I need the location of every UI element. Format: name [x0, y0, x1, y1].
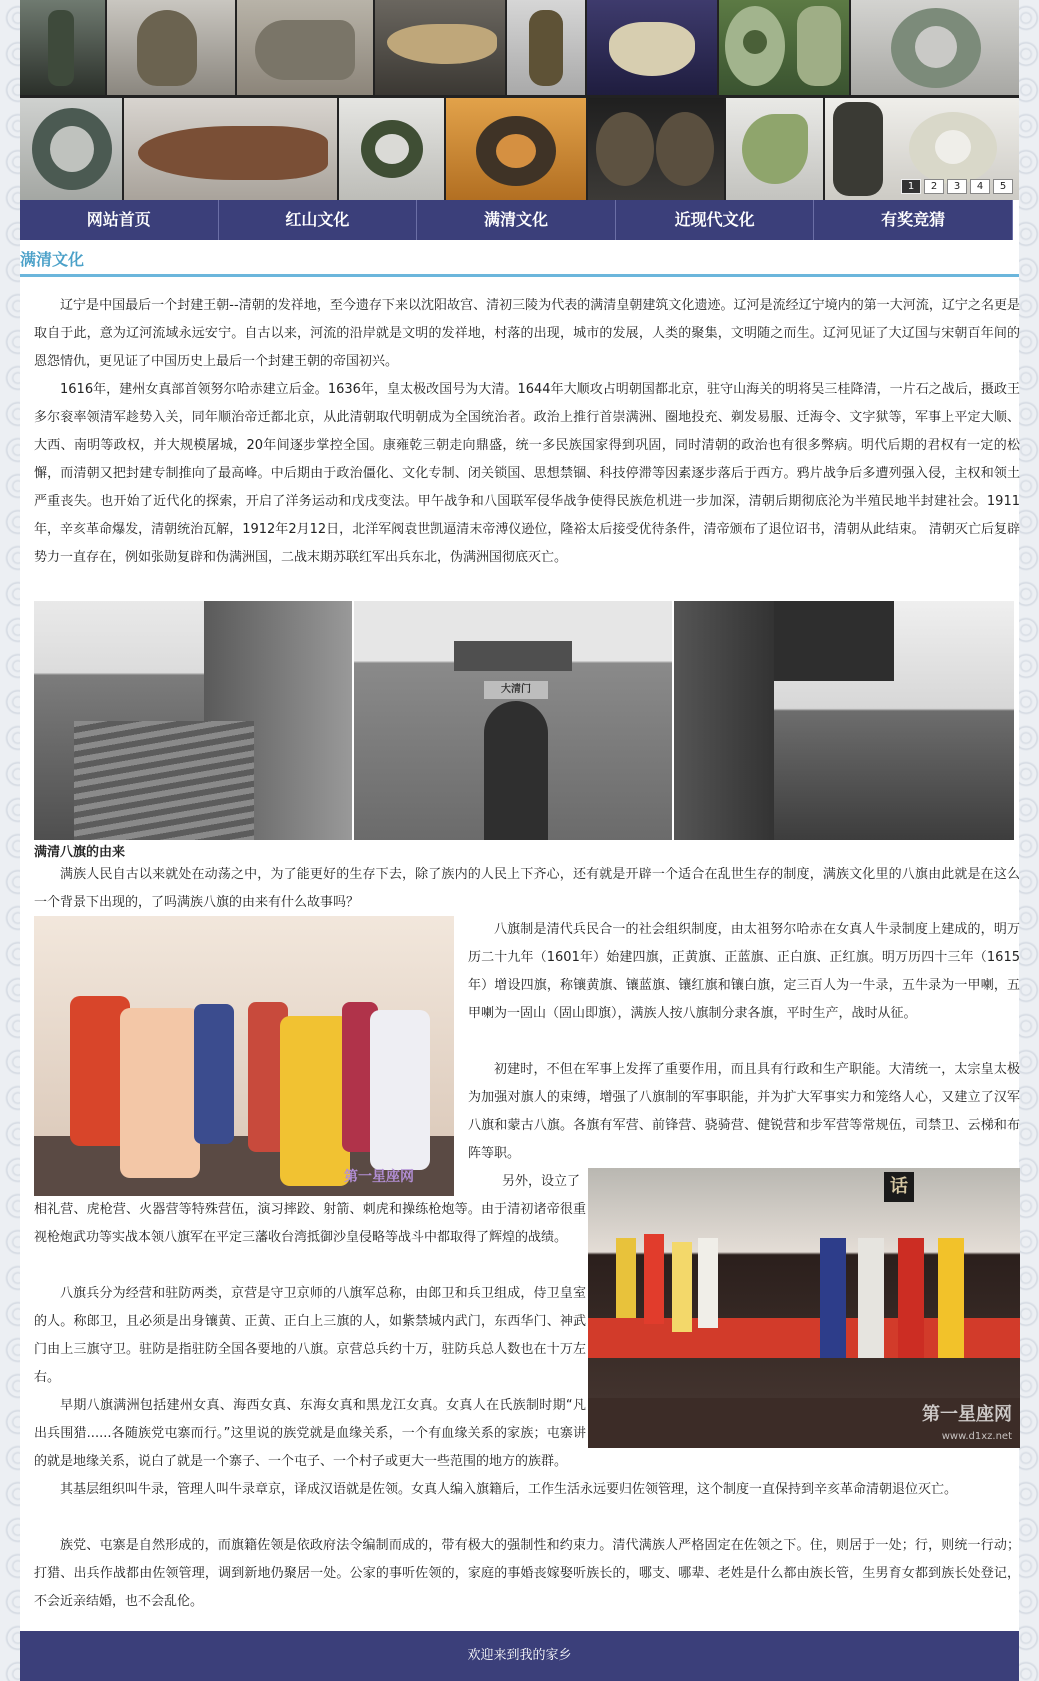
- pager-button-4[interactable]: 4: [970, 179, 990, 194]
- jade-image: [124, 98, 337, 200]
- nav-item-modern[interactable]: 近现代文化: [616, 200, 815, 240]
- section-divider: [20, 274, 1019, 277]
- pager-button-2[interactable]: 2: [924, 179, 944, 194]
- pager-button-1[interactable]: 1: [901, 179, 921, 194]
- page-container: [20, 0, 1019, 1681]
- watermark-text: 第一星座网: [344, 1169, 414, 1185]
- slideshow-pager: [901, 179, 1013, 194]
- jade-image: [20, 98, 122, 200]
- nav-item-home[interactable]: 网站首页: [20, 200, 219, 240]
- pager-button-5[interactable]: 5: [993, 179, 1013, 194]
- city-wall-photo: [34, 601, 352, 840]
- banner-slideshow[interactable]: [20, 0, 1019, 200]
- watermark-url: www.d1xz.net: [941, 1431, 1012, 1442]
- section-title: 满清文化: [20, 250, 85, 269]
- nav-edge: [1013, 200, 1019, 240]
- flags-plaque: 话: [884, 1172, 914, 1202]
- jade-image: [339, 98, 444, 200]
- jade-image: [237, 0, 373, 95]
- jade-image: [588, 98, 724, 200]
- nav-item-quiz[interactable]: 有奖竞猜: [814, 200, 1013, 240]
- pager-button-3[interactable]: 3: [947, 179, 967, 194]
- jade-image: [851, 0, 1019, 95]
- jade-image: [20, 0, 105, 95]
- main-nav: [20, 200, 1019, 240]
- eight-banners-armor-photo: [34, 916, 454, 1196]
- article-paragraph: 其基层组织叫牛录，管理人叫牛录章京，译成汉语就是佐领。女真人编入旗籍后，工作生活永远要归佐领管理，这个制度一直保持到辛亥革命清朝退位灭亡。: [60, 1482, 958, 1497]
- subheading: 满清八旗的由来: [34, 845, 126, 860]
- article-paragraph: 八旗兵分为经营和驻防两类，京营是守卫京师的八旗军总称，由郎卫和兵卫组成，侍卫皇室的人。称郎卫，且必须是出身镶黄、正黄、正白上三旗的人，如紫禁城内武门，东西华门、神武门由上三旗守卫。驻防是指驻防全国各要地的八旗。京营总兵约十万，驻防兵总人数也在十万左右。: [34, 1286, 586, 1385]
- article-paragraph: 初建时，不但在军事上发挥了重要作用，而且具有行政和生产职能。大清统一，太宗皇太极为加强对旗人的束缚，增强了八旗制的军事职能，并为扩大军事实力和笼络人心，又建立了汉军八旗和蒙古八旗。各旗有军营、前锋营、骁骑营、健锐营和步军营等常规伍，司禁卫、云梯和布阵等职。: [468, 1062, 1020, 1161]
- jade-image: [107, 0, 235, 95]
- eight-banners-flags-photo: [588, 1168, 1020, 1448]
- footer: [20, 1631, 1019, 1681]
- gate-photo: [354, 601, 672, 840]
- jade-image: [719, 0, 849, 95]
- footer-text: 欢迎来到我的家乡: [467, 1648, 572, 1663]
- city-wall-photo: [674, 601, 1014, 840]
- watermark-text: 第一星座网: [922, 1404, 1012, 1425]
- nav-item-manqing[interactable]: 满清文化: [417, 200, 616, 240]
- jade-image: [446, 98, 586, 200]
- article-paragraph: 满族人民自古以来就处在动荡之中，为了能更好的生存下去，除了族内的人民上下齐心，还有就是开辟一个适合在乱世生存的制度，满族文化里的八旗由此就是在这么一个背景下出现的，了吗满族八旗的由来有什么故事吗？: [34, 867, 1020, 910]
- jade-image: [587, 0, 717, 95]
- article-paragraph: 族党、屯寨是自然形成的，而旗籍佐领是依政府法令编制而成的，带有极大的强制性和约束力。清代满族人严格固定在佐领之下。住，则居于一处；行，则统一行动；打猎、出兵作战都由佐领管理，调到新地仍聚居一处。公家的事听佐领的，家庭的事婚丧嫁娶听族长的，哪支、哪辈、老姓是什么都由族长管，生男育女都到族长处登记，不会近亲结婚，也不会乱伦。: [34, 1538, 1020, 1609]
- article-paragraph: 相礼营、虎枪营、火器营等特殊营伍，演习摔跤、射箭、刺虎和操练枪炮等。由于清初诸帝很重视枪炮武功等实战本领八旗军在平定三藩收台湾抵御沙皇侵略等战斗中都取得了辉煌的战绩。: [34, 1202, 586, 1245]
- article-paragraph: 1616年，建州女真部首领努尔哈赤建立后金。1636年，皇太极改国号为大清。1644年大顺攻占明朝国都北京，驻守山海关的明将吴三桂降清，一片石之战后，摄政王多尔衮率领清军趁势入关，同年顺治帝迁都北京，从此清朝取代明朝成为全国统治者。政治上推行首崇满洲、圈地投充、剃发易服、迁海令、文字狱等，军事上平定大顺、大西、南明等政权，并大规模屠城，20年间逐步掌控全国。康雍乾三朝走向鼎盛，统一多民族国家得到巩固，同时清朝的政治也有很多弊病。明代后期的君权有一定的松懈，而清朝又把封建专制推向了最高峰。中后期由于政治僵化、文化专制、闭关锁国、思想禁锢、科技停滞等因素逐步落后于西方。鸦片战争后多遭列强入侵，主权和领土严重丧失。也开始了近代化的探索，开启了洋务运动和戊戌变法。甲午战争和八国联军侵华战争使得民族危机进一步加深，清朝后期彻底沦为半殖民地半封建社会。1911年，辛亥革命爆发，清朝统治瓦解，1912年2月12日，北洋军阀袁世凯逼清末帝溥仪逊位，隆裕太后接受优待条件，清帝颁布了退位诏书，清朝从此结束。 清朝灭亡后复辟势力一直存在，例如张勋复辟和伪满洲国，二战末期苏联红军出兵东北，伪满洲国彻底灭亡。: [34, 382, 1020, 565]
- article-paragraph: 另外，设立了: [502, 1174, 581, 1189]
- jade-image: [507, 0, 585, 95]
- gate-plaque: 大清门: [484, 681, 548, 699]
- article-paragraph: 早期八旗满洲包括建州女真、海西女真、东海女真和黑龙江女真。女真人在氏族制时期“凡出兵围猎......各随族党屯寨而行。”这里说的族党就是血缘关系，一个有血缘关系的家族；屯寨讲的就是地缘关系，说白了就是一个寨子、一个屯子、一个村子或更大一些范围的地方的族群。: [34, 1398, 586, 1469]
- nav-item-hongshan[interactable]: 红山文化: [219, 200, 418, 240]
- article-paragraph: 八旗制是清代兵民合一的社会组织制度，由太祖努尔哈赤在女真人牛录制度上建成的，明万历二十九年（1601年）始建四旗，正黄旗、正蓝旗、正白旗、正红旗。明万历四十三年（1615年）增设四旗，称镶黄旗、镶蓝旗、镶红旗和镶白旗，定三百人为一牛录，五牛录为一甲喇，五甲喇为一固山（固山即旗），满族人按八旗制分隶各旗，平时生产，战时从征。: [468, 922, 1020, 1021]
- article-paragraph: 辽宁是中国最后一个封建王朝--清朝的发祥地，至今遗存下来以沈阳故宫、清初三陵为代表的满清皇朝建筑文化遗迹。辽河是流经辽宁境内的第一大河流，辽宁之名更是取自于此，意为辽河流域永远安宁。自古以来，河流的沿岸就是文明的发祥地，村落的出现，城市的发展，人类的聚集，文明随之而生。辽河见证了大辽国与宋朝百年间的恩怨情仇，更见证了中国历史上最后一个封建王朝的帝国初兴。: [34, 298, 1020, 369]
- jade-image: [726, 98, 823, 200]
- jade-image: [375, 0, 505, 95]
